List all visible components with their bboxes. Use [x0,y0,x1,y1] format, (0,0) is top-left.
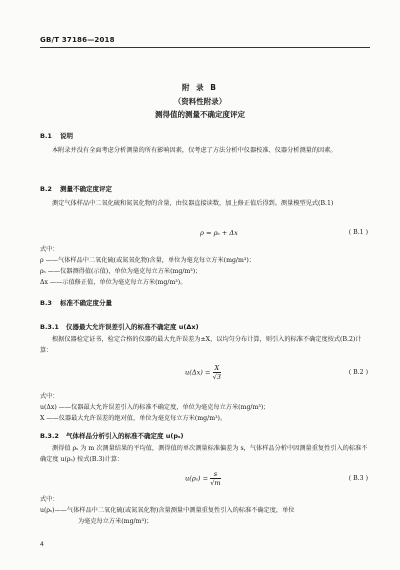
denominator: √3 [212,373,222,381]
equation-lhs: u(Δx) = [185,368,211,377]
equation-b2 [185,364,221,381]
annex-type: （资料性附录） [173,97,227,106]
numerator: s [210,470,220,479]
section-number: B.3.2 [40,432,59,440]
section-title: 仪器最大允许误差引入的标准不确定度 u(Δx) [66,323,199,331]
section-title: 测量不确定度评定 [60,185,112,193]
section-title: 气体样品分析引入的标准不确定度 u(pₛ) [66,432,184,440]
definition-u-rho-s: u(ρₛ)——气体样品中二氧化硫(或氮氧化物)含量测量中测量重复性引入的标准不确定度，单位 [40,507,295,514]
equation-lhs: u(ρₛ) = [185,474,209,483]
section-number: B.1 [40,132,52,140]
definition-rho-s: ρₛ ——仪器测得值(示值)，单位为毫克每立方米(mg/m³)； [40,268,202,275]
equation-b3 [185,470,221,487]
where-label: 式中： [40,246,59,253]
denominator: √m [210,479,221,487]
section-title: 说明 [60,132,73,140]
definition-delta-x: Δx ——示值修正值，单位为毫克每立方米(mg/m³)。 [40,279,187,286]
section-heading-b31 [40,322,199,331]
where-label: 式中： [40,393,59,400]
annex-title: 测得值的测量不确定度评定 [155,110,245,119]
definition-u-delta-x: u(Δx) ——仪器最大允许误差引入的标准不确定度，单位为毫克每立方米(mg/m³)； [40,404,270,411]
numerator: X [214,364,220,372]
section-number: B.3.1 [40,323,59,331]
equation-label-b3: ( B.3 ) [348,475,368,482]
definition-u-rho-s-continued: 为毫克每立方米(mg/m³)； [78,518,153,525]
equation-b1: ρ = ρₛ + Δx [200,229,238,237]
annex-number: 附 录 B [182,83,218,92]
b2-paragraph: 测定气体样品中二氧化硫和氮氧化物的含量，由仪器直接读数，加上修正值后得到。测量模型见式(B.1) [52,200,334,207]
section-heading-b1 [40,131,73,140]
fraction [210,470,220,487]
page-number: 4 [40,541,44,548]
b1-paragraph: 本附录并没有全面考虑分析测量的所有影响因素，仅考虑了方法分析中仪器校准、仪器分析测量的因素。 [52,147,337,154]
section-heading-b3 [40,298,112,307]
b31-paragraph: 根据仪器检定证书，检定合格的仪器的最大允许误差为±X，以均匀分布计算，则引入的标准不确定度按式(B.2)计算： [40,336,362,354]
header-rule [40,47,370,48]
section-number: B.2 [40,185,52,193]
section-heading-b32 [40,431,183,440]
definition-rho: ρ ——气体样品中二氧化硫(或氮氧化物)含量，单位为毫克每立方米(mg/m³)； [40,257,255,264]
definition-x: X ——仪器最大允许误差的绝对值，单位为毫克每立方米(mg/m³)。 [40,415,227,422]
fraction [213,364,221,381]
where-label: 式中： [40,496,59,503]
standard-number: GB/T 37186—2018 [40,36,115,44]
section-number: B.3 [40,299,52,307]
equation-label-b2: ( B.2 ) [348,369,368,376]
section-title: 标准不确定度分量 [60,299,112,307]
equation-label-b1: ( B.1 ) [348,229,368,236]
b32-paragraph: 测得值 ρₛ 为 m 次测量结果的平均值，测得值的单次测量标准偏差为 s，气体样品分析中因测量重复性引入的标准不确定度 u(ρₛ) 按式(B.3)计算： [40,445,368,463]
section-heading-b2 [40,184,112,193]
